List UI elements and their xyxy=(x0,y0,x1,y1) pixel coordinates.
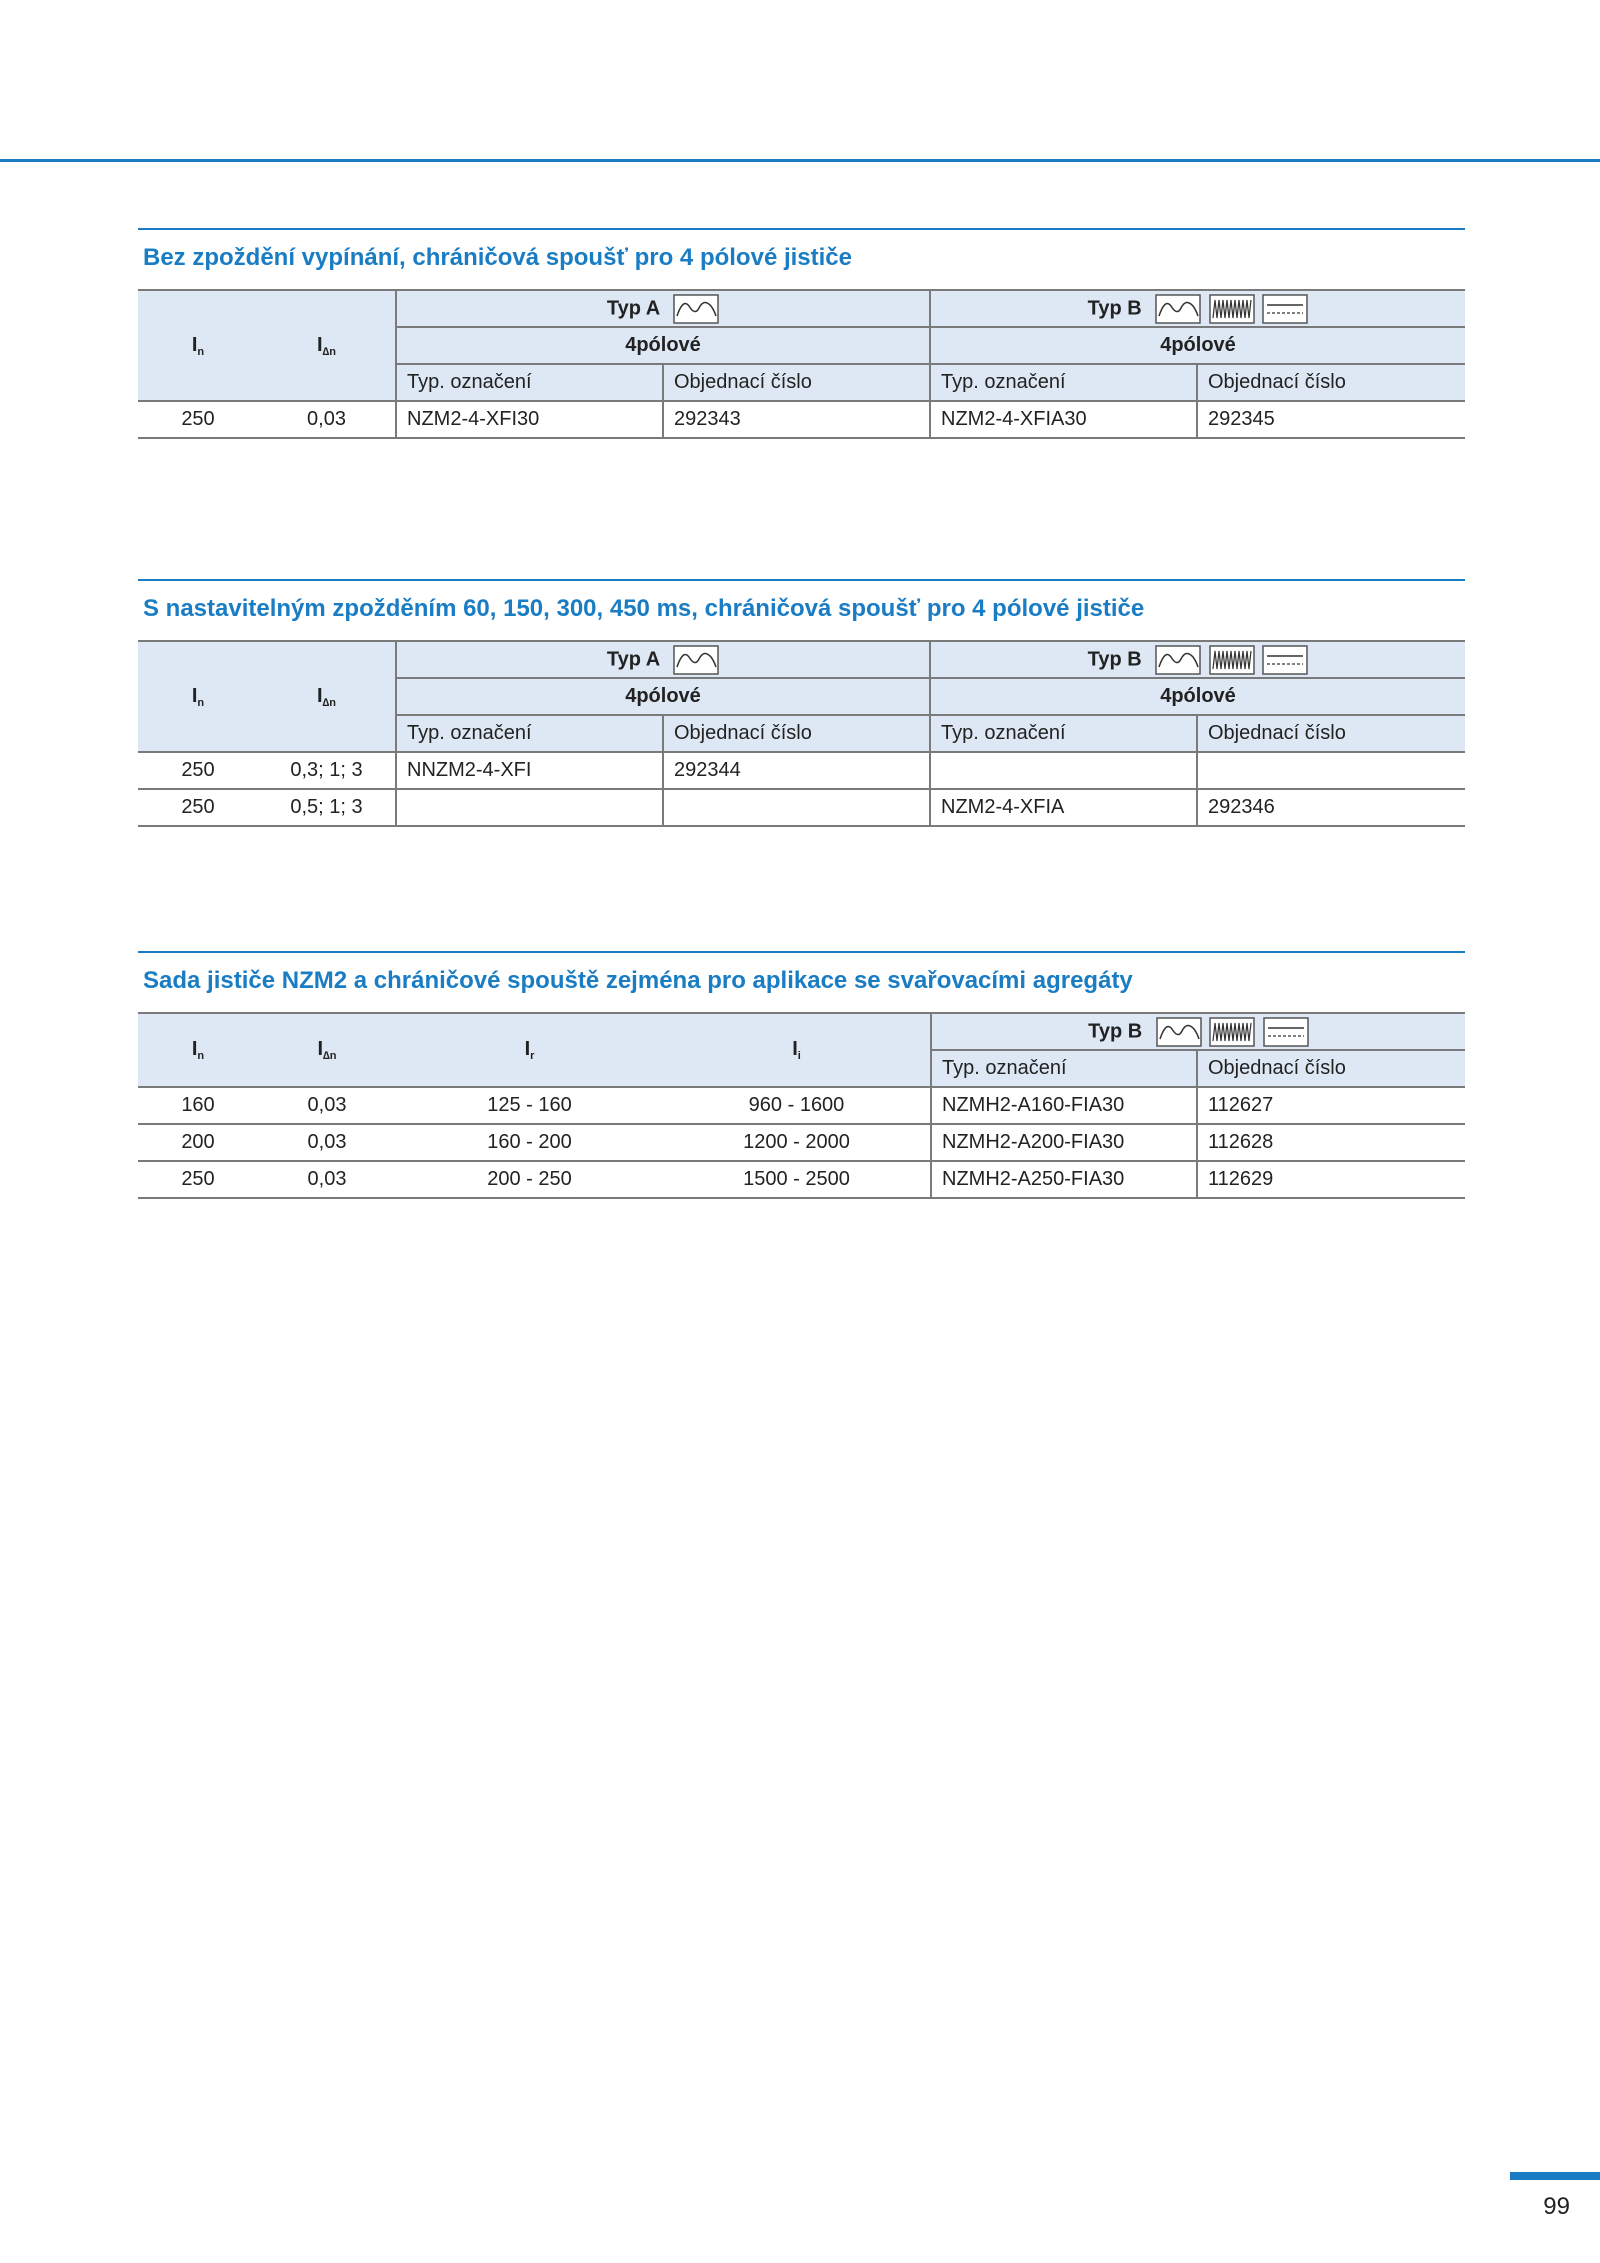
page-number: 99 xyxy=(1543,2193,1570,2220)
pulsed-dc-icon xyxy=(1209,645,1255,675)
cell-ii: 1200 - 2000 xyxy=(663,1124,931,1161)
cell-b-obj: 292345 xyxy=(1197,401,1465,438)
cell-idn: 0,03 xyxy=(258,401,396,438)
col-typ-a: Typ. označení xyxy=(396,715,663,752)
cell-b-typ: NZM2-4-XFIA xyxy=(930,789,1197,826)
section-welding-set xyxy=(138,951,1465,1199)
table-no-delay xyxy=(138,289,1465,439)
col-typ-b: Typ. označení xyxy=(930,364,1197,401)
cell-b-typ xyxy=(930,752,1197,789)
section-title: Sada jističe NZM2 a chráničové spouště zejména pro aplikace se svařovacími agregáty xyxy=(143,967,1133,994)
header-ir: $I_r$ xyxy=(396,1013,663,1087)
cell-a-obj: 292344 xyxy=(663,752,930,789)
ac-pulsating-icon xyxy=(1155,645,1201,675)
col-obj-a: Objednací číslo xyxy=(663,715,930,752)
col-obj-b: Objednací číslo xyxy=(1197,715,1465,752)
ac-pulsating-icon xyxy=(1156,1017,1202,1047)
table-row xyxy=(138,401,1465,438)
cell-idn: 0,03 xyxy=(258,1087,396,1124)
cell-ir: 160 - 200 xyxy=(396,1124,663,1161)
cell-b-typ: NZM2-4-XFIA30 xyxy=(930,401,1197,438)
ac-pulsating-icon xyxy=(1155,294,1201,324)
col-obj-b: Objednací číslo xyxy=(1197,364,1465,401)
header-in: $I_n$ xyxy=(138,641,258,752)
header-idn: $I_{\Delta n}$ xyxy=(258,290,396,401)
cell-a-obj: 292343 xyxy=(663,401,930,438)
ac-pulsating-icon xyxy=(673,294,719,324)
cell-a-typ: NNZM2-4-XFI xyxy=(396,752,663,789)
cell-idn: 0,03 xyxy=(258,1161,396,1198)
table-row xyxy=(138,1124,1465,1161)
cell-typ: NZMH2-A160-FIA30 xyxy=(931,1087,1197,1124)
header-typ-b: Typ B xyxy=(930,290,1465,327)
cell-obj: 112629 xyxy=(1197,1161,1465,1198)
table-row xyxy=(138,1161,1465,1198)
header-poles-a: 4pólové xyxy=(396,678,930,715)
cell-idn: 0,3; 1; 3 xyxy=(258,752,396,789)
header-typ-b: Typ B xyxy=(930,641,1465,678)
col-obj-a: Objednací číslo xyxy=(663,364,930,401)
ac-pulsating-icon xyxy=(673,645,719,675)
section-title: S nastavitelným zpožděním 60, 150, 300, 450 ms, chráničová spoušť pro 4 pólové jističe xyxy=(143,595,1145,622)
section-adjustable-delay xyxy=(138,579,1465,827)
header-in: $I_n$ xyxy=(138,290,258,401)
cell-obj: 112627 xyxy=(1197,1087,1465,1124)
cell-ir: 200 - 250 xyxy=(396,1161,663,1198)
header-typ-a: Typ A xyxy=(396,641,930,678)
table-row xyxy=(138,789,1465,826)
top-rule xyxy=(0,159,1600,162)
cell-in: 250 xyxy=(138,752,258,789)
cell-typ: NZMH2-A200-FIA30 xyxy=(931,1124,1197,1161)
table-row xyxy=(138,1087,1465,1124)
table-adjustable-delay xyxy=(138,640,1465,827)
cell-typ: NZMH2-A250-FIA30 xyxy=(931,1161,1197,1198)
col-obj: Objednací číslo xyxy=(1197,1050,1465,1087)
header-typ-a: Typ A xyxy=(396,290,930,327)
cell-in: 250 xyxy=(138,401,258,438)
smooth-dc-icon xyxy=(1262,294,1308,324)
cell-ii: 960 - 1600 xyxy=(663,1087,931,1124)
section-title: Bez zpoždění vypínání, chráničová spoušť pro 4 pólové jističe xyxy=(143,244,852,271)
table-row xyxy=(138,752,1465,789)
smooth-dc-icon xyxy=(1262,645,1308,675)
header-poles-b: 4pólové xyxy=(930,327,1465,364)
cell-idn: 0,5; 1; 3 xyxy=(258,789,396,826)
cell-in: 250 xyxy=(138,789,258,826)
cell-ii: 1500 - 2500 xyxy=(663,1161,931,1198)
cell-in: 250 xyxy=(138,1161,258,1198)
cell-in: 160 xyxy=(138,1087,258,1124)
table-welding-set xyxy=(138,1012,1465,1199)
header-poles-b: 4pólové xyxy=(930,678,1465,715)
section-no-delay xyxy=(138,228,1465,439)
header-typ-b: Typ B xyxy=(931,1013,1465,1050)
cell-ir: 125 - 160 xyxy=(396,1087,663,1124)
col-typ-a: Typ. označení xyxy=(396,364,663,401)
cell-in: 200 xyxy=(138,1124,258,1161)
header-idn: $I_{\Delta n}$ xyxy=(258,1013,396,1087)
pulsed-dc-icon xyxy=(1209,294,1255,324)
cell-a-obj xyxy=(663,789,930,826)
cell-idn: 0,03 xyxy=(258,1124,396,1161)
pulsed-dc-icon xyxy=(1209,1017,1255,1047)
header-idn: $I_{\Delta n}$ xyxy=(258,641,396,752)
header-ii: $I_i$ xyxy=(663,1013,931,1087)
page-number-bar xyxy=(1510,2172,1600,2180)
col-typ: Typ. označení xyxy=(931,1050,1197,1087)
cell-a-typ: NZM2-4-XFI30 xyxy=(396,401,663,438)
col-typ-b: Typ. označení xyxy=(930,715,1197,752)
header-in: $I_n$ xyxy=(138,1013,258,1087)
cell-b-obj xyxy=(1197,752,1465,789)
smooth-dc-icon xyxy=(1263,1017,1309,1047)
header-poles-a: 4pólové xyxy=(396,327,930,364)
cell-b-obj: 292346 xyxy=(1197,789,1465,826)
cell-obj: 112628 xyxy=(1197,1124,1465,1161)
cell-a-typ xyxy=(396,789,663,826)
